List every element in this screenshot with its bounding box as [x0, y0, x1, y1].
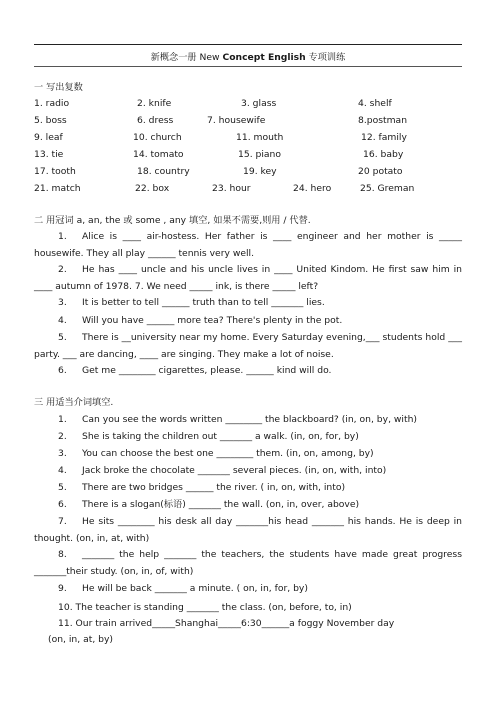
plural-word: 1. radio: [34, 98, 70, 109]
plural-row: [0, 149, 496, 161]
plural-word: 21. match: [34, 183, 81, 194]
plural-word: 14. tomato: [133, 149, 184, 160]
plural-word: 25. Greman: [360, 183, 415, 194]
plural-word: 9. leaf: [34, 132, 63, 143]
question-text: Can you see the words written ________ the blackboard? (in, on, by, with): [82, 414, 417, 425]
article-question: [34, 229, 462, 262]
plural-word: 19. key: [243, 166, 277, 177]
article-question: [34, 313, 462, 330]
plural-word: 7. housewife: [207, 115, 266, 126]
question-text: There is a slogan(标语) _______ the wall. (on, in, over, above): [82, 499, 360, 510]
question-text: He sits ________ his desk all day _______his head _______ his hands. He is deep in thought. (on, in, at, with): [34, 516, 462, 544]
question-text: It is better to tell ______ truth than to tell _______ lies.: [82, 297, 325, 308]
plural-row: [0, 115, 496, 127]
question-number: 2.: [58, 264, 67, 275]
section3-heading: 三 用适当介词填空.: [34, 397, 114, 408]
question-text: Alice is ____ air-hostess. Her father is ____ engineer and her mother is _____ housewife. They all play ______ tennis very well.: [34, 231, 462, 259]
question-number: 2.: [58, 431, 67, 442]
plural-word: 10. church: [133, 132, 182, 143]
title-suffix: 专项训练: [305, 52, 346, 63]
question-number: 6.: [58, 499, 67, 510]
question-number: 5.: [58, 482, 67, 493]
plural-word: 3. glass: [241, 98, 277, 109]
question-number: 5.: [58, 332, 67, 343]
header-rule-top: [34, 44, 462, 45]
plural-word: 6. dress: [137, 115, 174, 126]
question-number: 9.: [58, 583, 67, 594]
article-question: [34, 295, 462, 312]
section1-heading: 一 写出复数: [34, 82, 83, 93]
plural-word: 4. shelf: [358, 98, 392, 109]
question-number: 4.: [58, 315, 67, 326]
preposition-question: [34, 514, 462, 547]
preposition-question: [34, 581, 462, 598]
plural-word: 5. boss: [34, 115, 67, 126]
title-bold: Concept English: [222, 52, 306, 63]
plural-word: 12. family: [361, 132, 407, 143]
plural-word: 8.postman: [358, 115, 408, 126]
plural-word: 13. tie: [34, 149, 64, 160]
preposition-question-10: 10. The teacher is standing _______ the class. (on, before, to, in): [58, 602, 352, 613]
preposition-question: [34, 497, 462, 514]
section2-heading: 二 用冠词 a, an, the 或 some , any 填空, 如果不需要,则用 / 代替.: [34, 215, 311, 226]
question-text: _______ the help _______ the teachers, the students have made great progress _______their study. (on, in, of, with): [34, 549, 462, 577]
question-number: 8.: [58, 549, 67, 560]
preposition-question: [34, 547, 462, 580]
question-number: 1.: [58, 414, 67, 425]
question-text: There is __university near my home. Every Saturday evening,___ students hold ___ party. ___ are dancing, ____ are singing. They make a lot of noise.: [34, 332, 462, 360]
preposition-question: [34, 463, 462, 480]
article-question: [34, 363, 462, 380]
question-number: 7.: [58, 516, 67, 527]
question-number: 4.: [58, 465, 67, 476]
plural-word: 24. hero: [293, 183, 332, 194]
question-text: He has ____ uncle and his uncle lives in ____ United Kindom. He first saw him in ____ autumn of 1978. 7. We need _____ ink, is there _____ left?: [34, 264, 462, 292]
preposition-question: [34, 412, 462, 429]
plural-word: 22. box: [135, 183, 170, 194]
question-number: 6.: [58, 365, 67, 376]
preposition-question: [34, 480, 462, 497]
plural-row: [0, 98, 496, 110]
question-text: Jack broke the chocolate _______ several pieces. (in, on, with, into): [82, 465, 387, 476]
question-number: 3.: [58, 297, 67, 308]
article-question: [34, 330, 462, 363]
question-number: 3.: [58, 448, 67, 459]
header-rule-bottom: [34, 66, 462, 67]
title-prefix: 新概念一册 New: [150, 52, 223, 63]
plural-word: 17. tooth: [34, 166, 76, 177]
plural-word: 16. baby: [363, 149, 404, 160]
preposition-question-11-options: (on, in, at, by): [48, 634, 114, 645]
plural-word: 11. mouth: [236, 132, 284, 143]
plural-word: 15. piano: [238, 149, 281, 160]
plural-word: 18. country: [137, 166, 190, 177]
article-question: [34, 262, 462, 295]
preposition-question-11: 11. Our train arrived_____Shanghai_____6:30______a foggy November day: [58, 618, 395, 629]
plural-word: 23. hour: [212, 183, 251, 194]
plural-row: [0, 166, 496, 178]
page-title: [0, 49, 496, 63]
question-text: Get me ________ cigarettes, please. ______ kind will do.: [82, 365, 332, 376]
preposition-question: [34, 446, 462, 463]
plural-row: [0, 183, 496, 195]
question-number: 1.: [58, 231, 67, 242]
preposition-question: [34, 429, 462, 446]
question-text: There are two bridges ______ the river. ( in, on, with, into): [82, 482, 346, 493]
question-text: She is taking the children out _______ a walk. (in, on, for, by): [82, 431, 359, 442]
plural-word: 20 potato: [358, 166, 403, 177]
plural-word: 2. knife: [137, 98, 172, 109]
question-text: He will be back _______ a minute. ( on, in, for, by): [82, 583, 308, 594]
question-text: Will you have ______ more tea? There's plenty in the pot.: [82, 315, 343, 326]
question-text: You can choose the best one ________ them. (in, on, among, by): [82, 448, 374, 459]
plural-row: [0, 132, 496, 144]
